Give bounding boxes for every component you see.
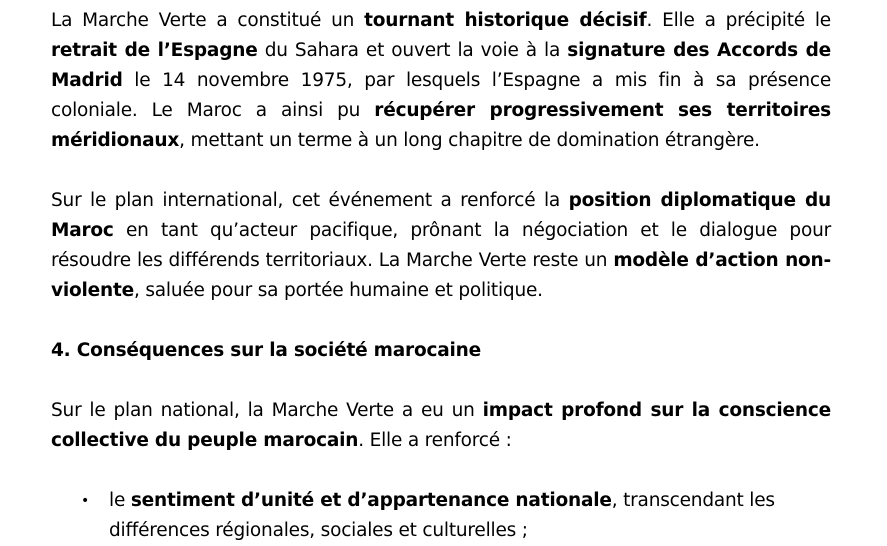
bullet-icon: •: [81, 493, 90, 509]
text: La Marche Verte a constitué un: [51, 10, 365, 31]
bold-text: tournant historique décisif: [364, 10, 647, 31]
section-heading: 4. Conséquences sur la société marocaine: [51, 340, 481, 361]
list-item: [51, 486, 831, 546]
text: Sur le plan international, cet événement a renforcé la: [51, 190, 569, 211]
text: le: [109, 490, 131, 511]
bold-text: sentiment d’unité et d’appartenance nationale: [130, 490, 612, 511]
text: , mettant un terme à un long chapitre de domination étrangère.: [179, 130, 760, 151]
text: , saluée pour sa portée humaine et politique.: [133, 280, 543, 301]
bold-text: récupérer progressivement ses territoires méridionaux: [51, 100, 831, 151]
bold-text: impact profond sur la conscience collective du peuple marocain: [51, 400, 831, 451]
text: , transcendant les différences régionales, sociales et culturelles ;: [109, 490, 775, 541]
bullet-list: [51, 486, 831, 546]
text: le 14 novembre 1975, par lesquels l’Espagne a mis fin à sa présence coloniale. Le Maroc a ainsi pu: [51, 70, 831, 121]
bold-text: signature des Accords de Madrid: [51, 40, 831, 91]
paragraph-national: [51, 396, 831, 456]
paragraph-historical-turning-point: [51, 6, 831, 156]
bold-text: modèle d’action non-violente: [51, 250, 831, 301]
text: Sur le plan national, la Marche Verte a eu un: [51, 400, 483, 421]
document-body: [51, 6, 831, 546]
text: en tant qu’acteur pacifique, prônant la négociation et le dialogue pour résoudre les différends territoriaux. La Marche Verte reste un: [51, 220, 831, 271]
bold-text: retrait de l’Espagne: [51, 40, 258, 61]
text: . Elle a précipité le: [646, 10, 831, 31]
text: du Sahara et ouvert la voie à la: [257, 40, 568, 61]
bold-text: position diplomatique du Maroc: [51, 190, 831, 241]
text: . Elle a renforcé :: [358, 430, 512, 451]
paragraph-international: [51, 186, 831, 306]
